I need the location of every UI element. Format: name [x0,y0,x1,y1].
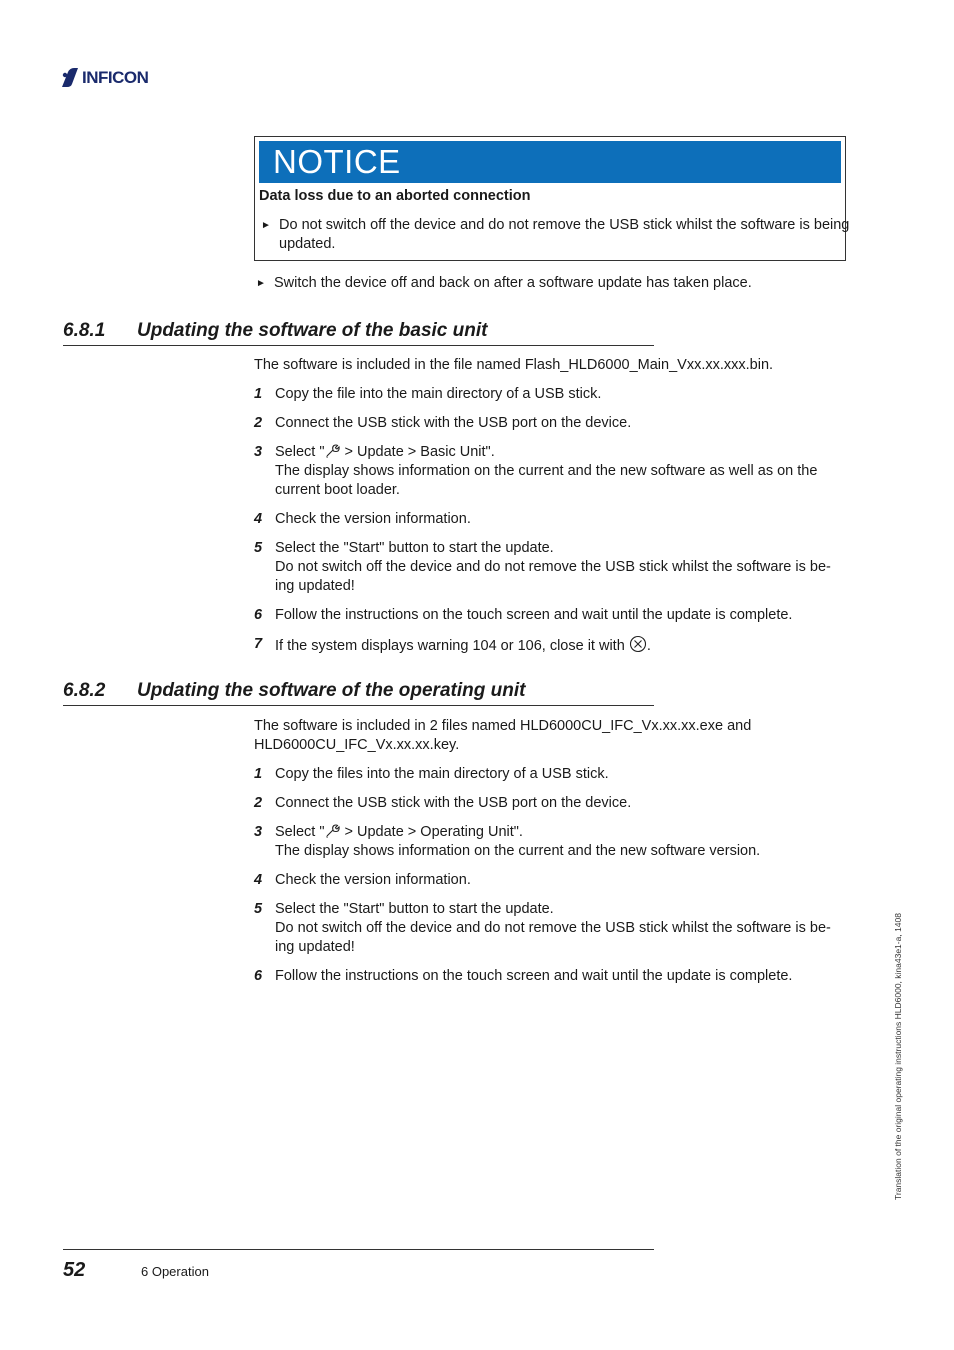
step-number: 6 [254,607,263,623]
step-text-pre: Select " [275,444,325,460]
step-text: Check the version information. [275,872,471,888]
step-number: 1 [254,766,263,782]
logo-wordmark: INFICON [82,67,149,87]
step-item [254,510,844,529]
step-number: 5 [254,901,263,917]
document-reference: Translation of the original operating instructions HLD6000, kina43e1-a, 1408 [893,913,903,1200]
step-item [254,635,844,656]
notice-item-text: Do not switch off the device and do not remove the USB stick whilst the software is being updated. [279,217,850,252]
step-item [254,823,844,861]
step-item [254,606,844,625]
wrench-icon [324,823,340,839]
step-text [275,823,844,842]
step-detail: Do not switch off the device and do not remove the USB stick whilst the software is be-ing updated! [275,920,831,955]
step-item [254,765,844,784]
section-title: Updating the software of the basic unit [137,320,488,341]
instruction-item [254,274,864,293]
notice-box [254,136,850,261]
footer-divider [63,1249,654,1250]
section-title: Updating the software of the operating unit [137,680,526,701]
step-detail: Do not switch off the device and do not remove the USB stick whilst the software is be-ing updated! [275,559,831,594]
step-item [254,794,844,813]
step-number: 3 [254,444,263,460]
step-number: 2 [254,415,263,431]
notice-item [259,216,857,254]
step-detail: The display shows information on the current and the new software as well as on the current boot loader. [275,463,818,498]
step-number: 3 [254,824,263,840]
step-item [254,385,844,404]
instruction-text: Switch the device off and back on after a software update has taken place. [274,275,752,291]
step-item [254,900,844,957]
close-circle-icon [629,635,647,653]
inficon-logo [60,66,148,88]
step-text [275,443,844,462]
step-text: Connect the USB stick with the USB port on the device. [275,795,632,811]
step-number: 7 [254,636,263,652]
section-number: 6.8.2 [63,680,106,701]
step-text-pre: Select " [275,824,325,840]
step-number: 4 [254,511,263,527]
step-text: Copy the files into the main directory of a USB stick. [275,766,609,782]
notice-title: Data loss due to an aborted connection [259,188,531,204]
step-item [254,443,844,500]
step-text-pre: If the system displays warning 104 or 106, close it with [275,638,629,654]
section-heading-basic-unit [63,320,654,346]
bullet-triangle-icon: ► [256,278,266,289]
step-item [254,414,844,433]
step-text: Select the "Start" button to start the update. [275,901,554,917]
step-text: Copy the file into the main directory of a USB stick. [275,386,602,402]
step-detail: The display shows information on the current and the new software version. [275,843,761,859]
page-number: 52 [63,1259,86,1281]
step-number: 5 [254,540,263,556]
notice-bar [259,141,841,183]
step-text: Connect the USB stick with the USB port on the device. [275,415,632,431]
step-text-post: > Update > Operating Unit". [340,824,523,840]
bullet-triangle-icon: ► [261,220,271,231]
step-text-post: . [646,638,651,654]
step-item [254,871,844,890]
logo-mark-icon [60,66,80,88]
step-text-post: > Update > Basic Unit". [340,444,495,460]
step-text: Check the version information. [275,511,471,527]
footer-chapter: 6 Operation [141,1264,209,1279]
wrench-icon [324,443,340,459]
step-text [275,635,844,656]
step-number: 1 [254,386,263,402]
step-item [254,967,844,986]
section-intro: The software is included in the file named Flash_HLD6000_Main_Vxx.xx.xxx.bin. [254,357,774,373]
step-text: Follow the instructions on the touch screen and wait until the update is complete. [275,607,793,623]
step-number: 2 [254,795,263,811]
step-number: 6 [254,968,263,984]
step-text: Follow the instructions on the touch screen and wait until the update is complete. [275,968,793,984]
step-number: 4 [254,872,263,888]
section-number: 6.8.1 [63,320,106,341]
step-text: Select the "Start" button to start the update. [275,540,554,556]
step-item [254,539,844,596]
notice-label: NOTICE [273,143,401,180]
section-heading-operating-unit [63,680,654,706]
section-intro: The software is included in 2 files named HLD6000CU_IFC_Vx.xx.xx.exe and HLD6000CU_IFC_Vx.xx.xx.key. [254,718,752,753]
